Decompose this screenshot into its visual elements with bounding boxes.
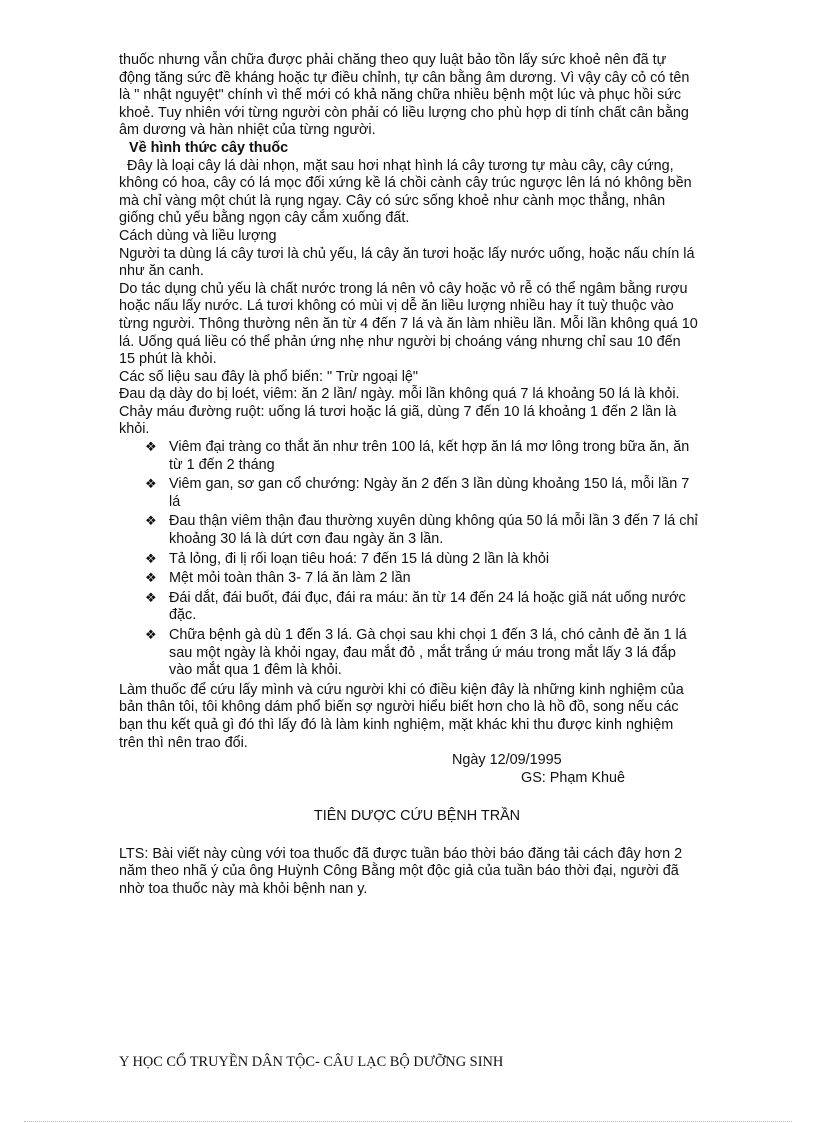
list-item-text: Viêm gan, sơ gan cổ chướng: Ngày ăn 2 đến 3 lần dùng khoảng 150 lá, mỗi lần 7 lá <box>169 476 690 510</box>
treatment-list <box>119 439 699 680</box>
stomach-paragraph: Đau dạ dày do bị loét, viêm: ăn 2 lần/ ngày. mỗi lần không quá 7 lá khoảng 50 lá là khỏi. <box>119 386 680 403</box>
list-item <box>143 551 699 569</box>
list-item-text: Viêm đại tràng co thắt ăn như trên 100 lá, kết hợp ăn lá mơ lông trong bữa ăn, ăn từ 1 đến 2 tháng <box>169 439 690 473</box>
intro-paragraph: thuốc nhưng vẫn chữa được phải chăng theo quy luật bảo tồn lấy sức khoẻ nên đã tự động tăng sức đề kháng hoặc tự điều chỉnh, tự cân bằng âm dương. Vì vậy cây cỏ có tên là " nhật nguyệt" chính vì thế mới có khả năng chữa nhiều bệnh một lúc và phục hồi sức khoẻ. Tuy nhiên với từng người còn phải có liều lượng cho phù hợp di tính chất cân bằng âm dương và hàn nhiệt của từng người. <box>119 52 694 139</box>
usage-paragraph-2: Do tác dụng chủ yếu là chất nước trong lá nên vỏ cây hoặc vỏ rễ có thể ngâm bằng rượu hoặc nấu lấy nước. Lá tươi không có mùi vị dễ ăn liều lượng nhiều hay ít tuỳ thuộc vào từng người. Thông thường nên ăn từ 4 đến 7 lá và ăn làm nhiều lần. Mỗi lần không quá 10 lá. Uống quá liều có thể phản ứng nhẹ như người bị choáng váng nhưng chỉ sau 10 đến 15 phút là khỏi. <box>119 280 702 368</box>
list-item <box>143 476 699 511</box>
closing-paragraph: Làm thuốc để cứu lấy mình và cứu người khi có điều kiện đây là những kinh nghiệm của bản thân tôi, tôi không dám phổ biến sợ người hiểu biết hơn cho là hồ đồ, song nếu các bạn thu kết quả gì đó thì lấy đó là làm kinh nghiệm, mặt khác khi thu được kinh nghiệm trên thì nên trao đổi. <box>119 681 688 751</box>
list-item <box>143 627 699 680</box>
four-diamond-star-icon: ❖ <box>145 628 157 643</box>
list-item-text: Tả lỏng, đi lị rối loạn tiêu hoá: 7 đến 15 lá dùng 2 lần là khỏi <box>169 550 550 567</box>
page-bottom-divider <box>24 1121 792 1122</box>
second-article-title: TIÊN DƯỢC CỨU BỆNH TRẦN <box>313 808 521 825</box>
list-item-text: Chữa bệnh gà dù 1 đến 3 lá. Gà chọi sau khi chọi 1 đến 3 lá, chó cảnh đẻ ăn 1 lá sau một ngày là khỏi ngay, đau mắt đỏ , mắt trắng ứ máu trong mắt lấy 3 lá đắp vào mắt qua 1 đêm là khỏi. <box>169 627 687 679</box>
signature-block <box>119 752 699 788</box>
list-item <box>143 439 699 474</box>
bleeding-paragraph: Chảy máu đường ruột: uống lá tươi hoặc lá giã, dùng 7 đến 10 lá khoảng 1 đến 2 lần là khỏi. <box>119 403 681 438</box>
list-item-text: Đái dắt, đái buốt, đái đục, đái ra máu: ăn từ 14 đến 24 lá hoặc giã nát uống nước đặc. <box>169 589 686 624</box>
list-item-text: Mệt mỏi toàn thân 3- 7 lá ăn làm 2 lần <box>169 570 411 587</box>
date-line: Ngày 12/09/1995 <box>452 752 562 769</box>
list-item <box>143 590 699 625</box>
section-heading: Về hình thức cây thuốc <box>129 139 289 156</box>
list-item <box>143 570 699 588</box>
lts-paragraph: LTS: Bài viết này cùng với toa thuốc đã được tuần báo thời báo đăng tải cách đây hơn 2 năm theo nhã ý của ông Huỳnh Công Bằng một độc giả của tuần báo thời đại, người đã nhờ toa thuốc này mà khỏi bệnh nan y. <box>119 845 687 897</box>
list-item-text: Đau thận viêm thận đau thường xuyên dùng không qúa 50 lá mỗi lần 3 đến 7 lá chỉ khoảng 30 lá là dứt cơn đau ngày ăn 3 lần. <box>169 513 698 548</box>
usage-heading: Cách dùng và liều lượng <box>119 227 277 244</box>
description-paragraph: Đây là loại cây lá dài nhọn, mặt sau hơi nhạt hình lá cây tương tự màu cây, cây cứng, không có hoa, cây có lá mọc đối xứng kề lá chồi cành cây trúc ngược lên lá nó không bền mà chỉ vàng một chút là rụng ngay. Cây có sức sống khoẻ như cành mọc thẳng, nhân giống chủ yếu bằng ngọn cây cắm xuống đất. <box>119 157 696 227</box>
author-line: GS: Phạm Khuê <box>521 770 625 787</box>
list-item <box>143 513 699 548</box>
footer-heading: Y HỌC CỔ TRUYỀN DÂN TỘC- CÂU LẠC BỘ DƯỠNG SINH <box>119 1054 504 1070</box>
four-diamond-star-icon: ❖ <box>145 514 157 530</box>
four-diamond-star-icon: ❖ <box>145 571 157 587</box>
four-diamond-star-icon: ❖ <box>145 590 157 606</box>
four-diamond-star-icon: ❖ <box>145 440 157 456</box>
four-diamond-star-icon: ❖ <box>145 551 157 567</box>
figures-intro: Các số liệu sau đây là phổ biến: " Trừ ngoại lệ" <box>119 368 419 385</box>
four-diamond-star-icon: ❖ <box>145 477 157 493</box>
usage-paragraph-1: Người ta dùng lá cây tươi là chủ yếu, lá cây ăn tươi hoặc lấy nước uống, hoặc nấu chín lá như ăn canh. <box>119 245 699 280</box>
document-body <box>119 52 702 899</box>
